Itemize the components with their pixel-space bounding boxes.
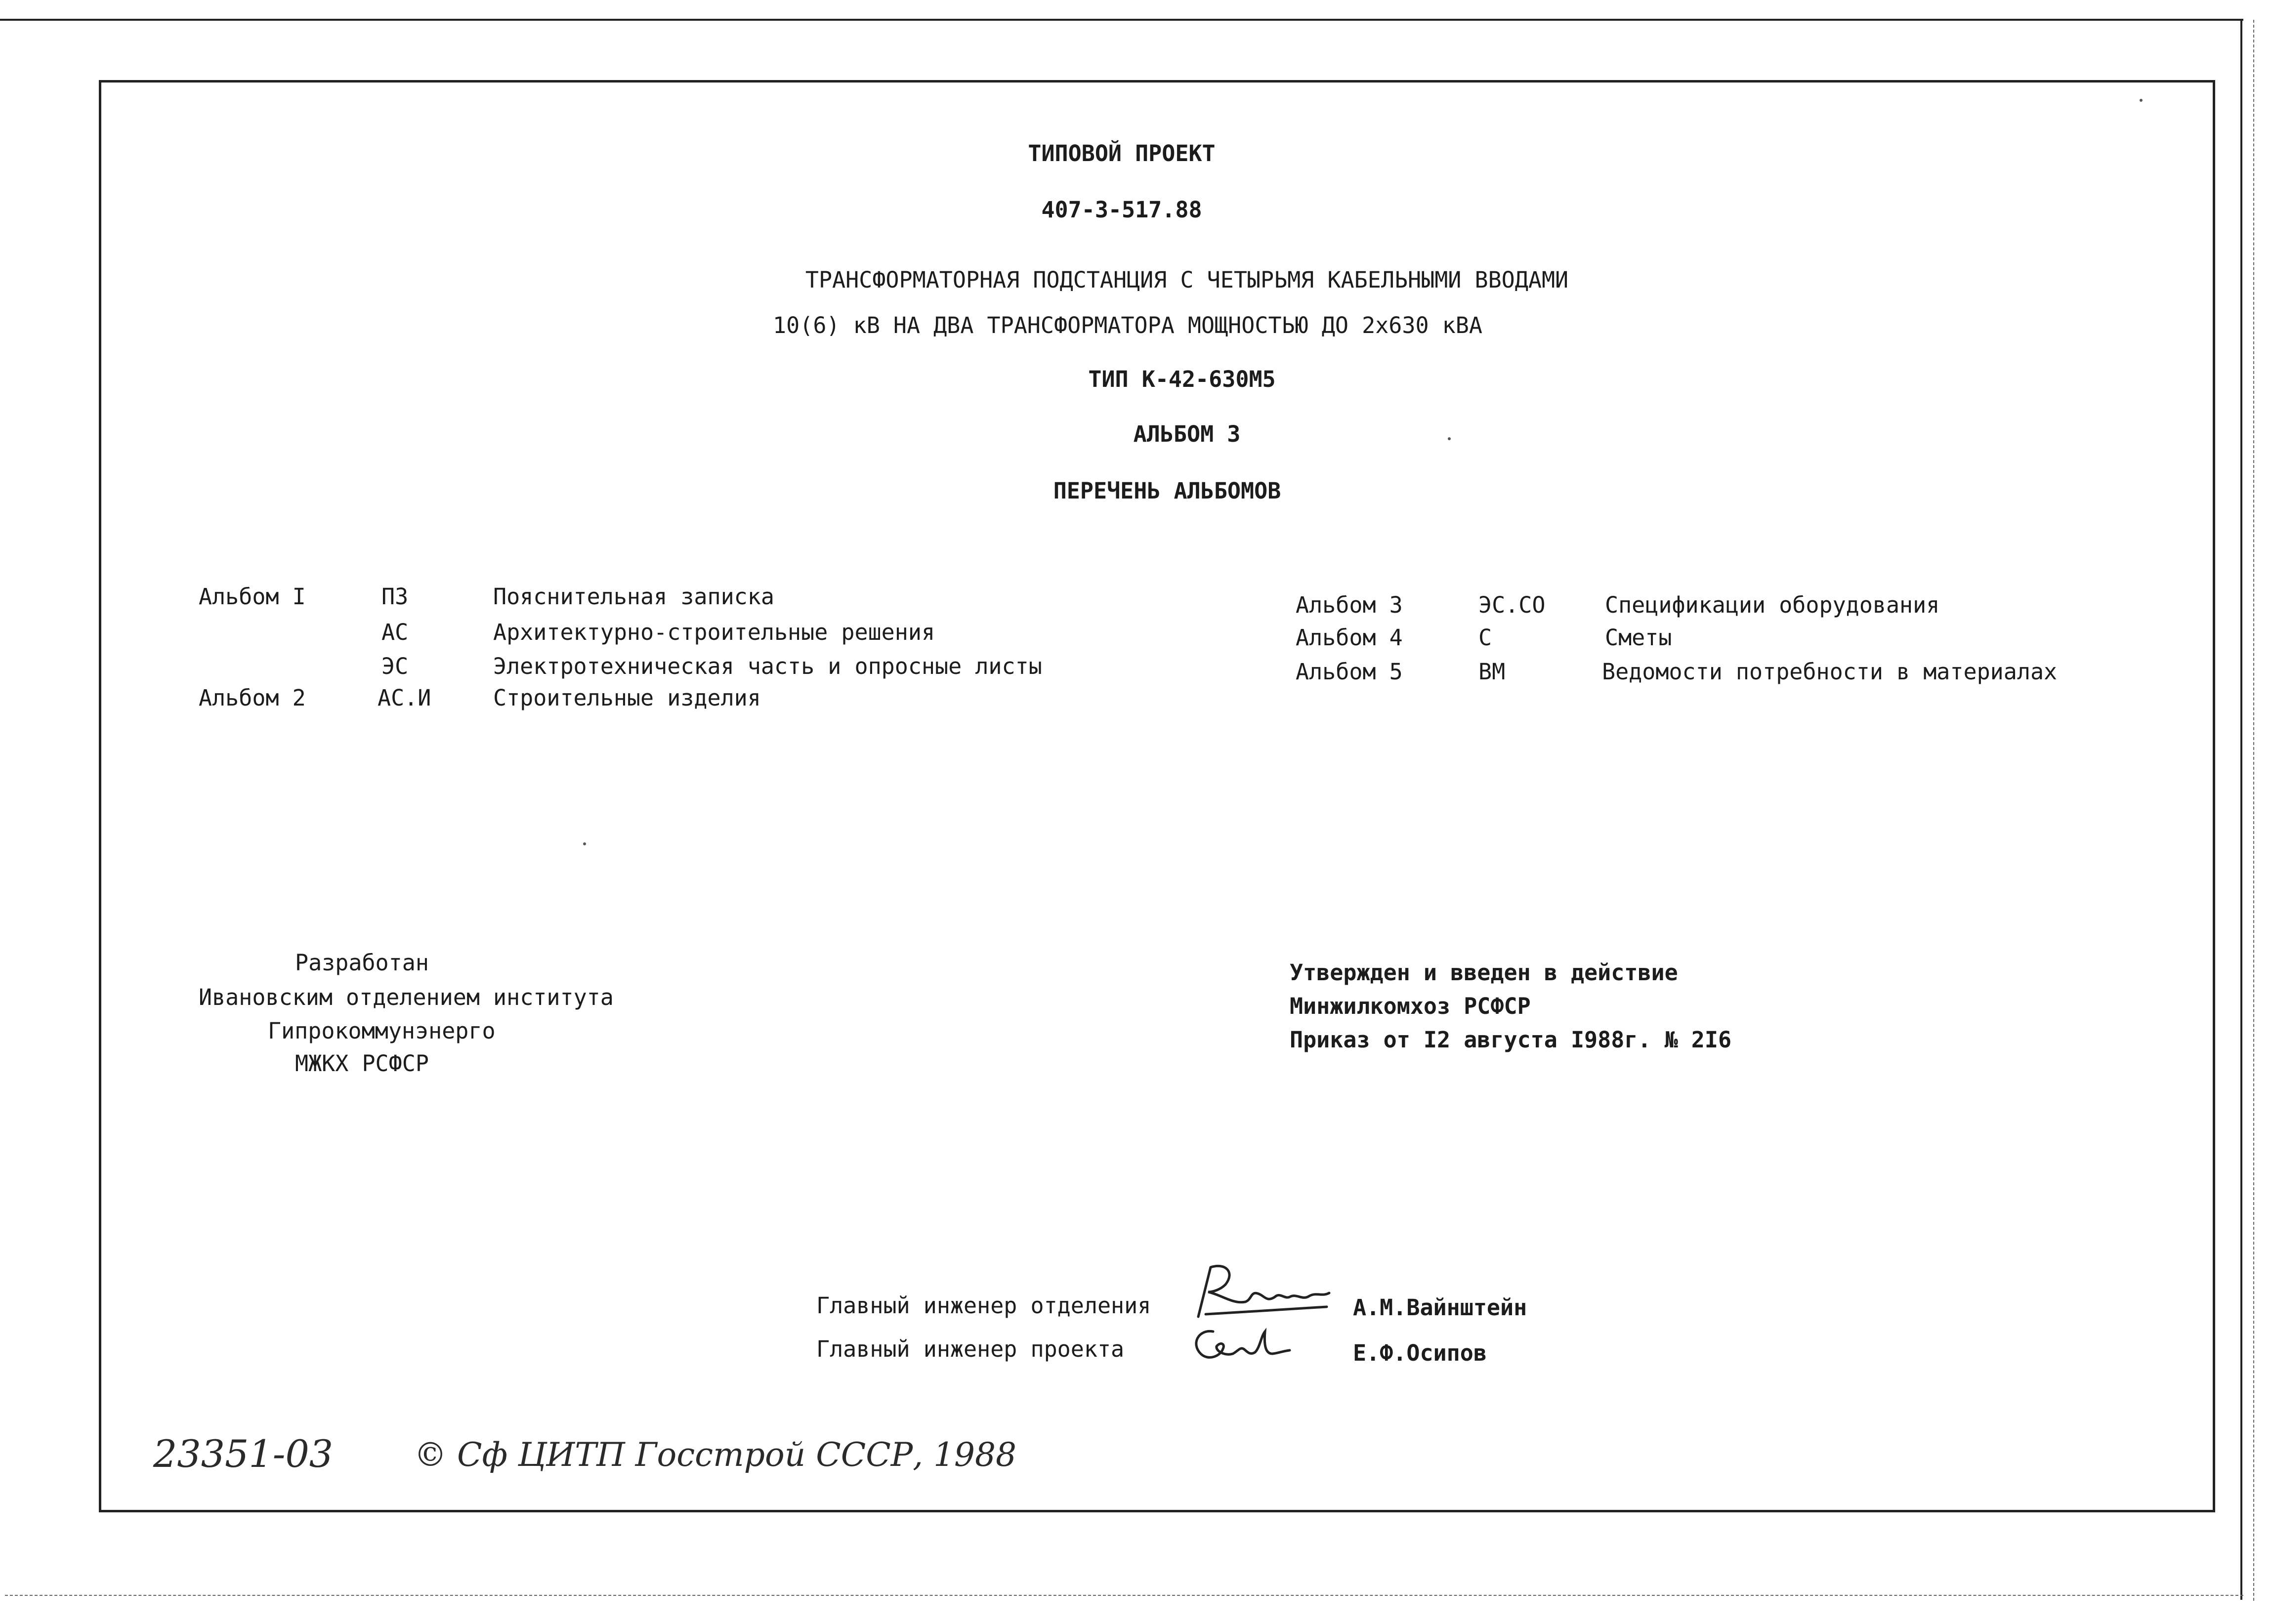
scan-speck bbox=[1448, 437, 1451, 440]
album-code: ПЗ bbox=[381, 583, 409, 610]
frame-left-border bbox=[99, 80, 101, 1512]
scan-speck bbox=[583, 842, 586, 845]
project-number: 407-3-517.88 bbox=[1041, 197, 1202, 223]
developed-line: Гипрокоммунэнерго bbox=[268, 1018, 496, 1044]
handwritten-copyright: © Сф ЦИТП Госстрой СССР, 1988 bbox=[414, 1436, 1017, 1474]
album-label: Альбом 5 bbox=[1296, 659, 1403, 685]
cut-line-bottom bbox=[5, 1595, 2243, 1596]
album-code: АС bbox=[381, 619, 409, 645]
frame-right-border bbox=[2213, 80, 2215, 1512]
outer-right-border bbox=[2240, 19, 2242, 1600]
album-title: Пояснительная записка bbox=[493, 583, 774, 610]
album-code: АС.И bbox=[378, 685, 431, 711]
album-label: Альбом 3 bbox=[1296, 592, 1403, 618]
album-code: ВМ bbox=[1478, 659, 1506, 685]
approved-line: Минжилкомхоз РСФСР bbox=[1290, 993, 1531, 1019]
developed-line: Ивановским отделением института bbox=[199, 984, 614, 1010]
developed-line: МЖКХ РСФСР bbox=[295, 1050, 429, 1077]
approved-line: Утвержден и введен в действие bbox=[1290, 959, 1678, 986]
approved-line: Приказ от I2 августа I988г. № 2I6 bbox=[1290, 1027, 1732, 1053]
doc-type: ТИПОВОЙ ПРОЕКТ bbox=[1028, 140, 1216, 167]
signature-role: Главный инженер отделения bbox=[816, 1292, 1151, 1319]
signature-scribble bbox=[1186, 1317, 1295, 1371]
outer-top-border bbox=[0, 19, 2243, 21]
album-title: Архитектурно-строительные решения bbox=[493, 619, 935, 645]
album-title: Сметы bbox=[1605, 625, 1672, 651]
album-title: Спецификации оборудования bbox=[1605, 592, 1940, 618]
developed-line: Разработан bbox=[295, 950, 429, 976]
album-label: Альбом I bbox=[199, 583, 306, 610]
signature-scribble bbox=[1191, 1257, 1334, 1327]
title-line-2: 10(6) кВ НА ДВА ТРАНСФОРМАТОРА МОЩНОСТЬЮ ДО 2х630 кВА bbox=[773, 312, 1482, 338]
album-code: С bbox=[1478, 625, 1492, 651]
album-code: ЭС.СО bbox=[1478, 592, 1546, 618]
title-line-1: ТРАНСФОРМАТОРНАЯ ПОДСТАНЦИЯ С ЧЕТЫРЬМЯ КАБЕЛЬНЫМИ ВВОДАМИ bbox=[805, 267, 1569, 293]
list-title: ПЕРЕЧЕНЬ АЛЬБОМОВ bbox=[1053, 478, 1281, 504]
album-label: Альбом 4 bbox=[1296, 625, 1403, 651]
scan-speck bbox=[2140, 99, 2143, 102]
signature-role: Главный инженер проекта bbox=[816, 1336, 1125, 1362]
type-line: ТИП К-42-630М5 bbox=[1088, 366, 1276, 392]
signature-name: Е.Ф.Осипов bbox=[1353, 1340, 1487, 1366]
frame-top-border bbox=[99, 80, 2215, 83]
album-title: Электротехническая часть и опросные листы bbox=[493, 653, 1042, 679]
album-title: Строительные изделия bbox=[493, 685, 761, 711]
handwritten-number: 23351-03 bbox=[153, 1432, 334, 1476]
album-number: АЛЬБОМ 3 bbox=[1133, 421, 1241, 447]
album-code: ЭС bbox=[381, 653, 409, 679]
signature-name: А.М.Вайнштейн bbox=[1353, 1294, 1527, 1321]
frame-bottom-border bbox=[101, 1510, 2215, 1512]
album-label: Альбом 2 bbox=[199, 685, 306, 711]
cut-line-right bbox=[2253, 20, 2254, 1601]
album-title: Ведомости потребности в материалах bbox=[1602, 659, 2058, 685]
